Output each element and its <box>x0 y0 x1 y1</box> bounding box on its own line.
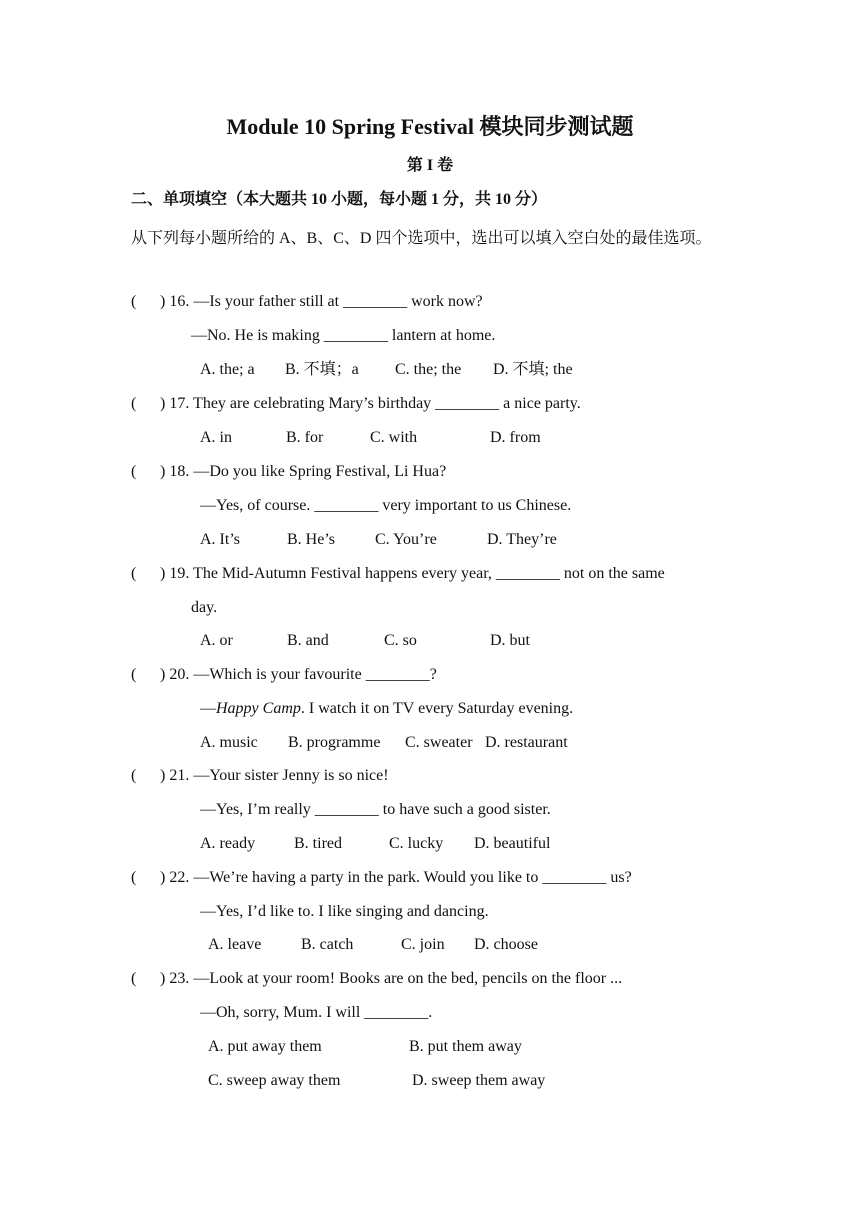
question-22-reply: —Yes, I’d like to. I like singing and dancing. <box>200 903 489 920</box>
question-18-option-a: A. It’s <box>200 531 240 548</box>
question-19-option-a: A. or <box>200 632 233 649</box>
question-22-option-c: C. join <box>401 936 445 953</box>
question-21-option-d: D. beautiful <box>474 835 551 852</box>
question-18-option-d: D. They’re <box>487 531 557 548</box>
answer-paren-22: ( <box>131 869 137 886</box>
question-17-option-c: C. with <box>370 429 418 446</box>
question-21-reply: —Yes, I’m really ________ to have such a good sister. <box>200 801 551 818</box>
question-18-option-c: C. You’re <box>375 531 437 548</box>
question-17-option-a: A. in <box>200 429 232 446</box>
question-19-option-d: D. but <box>490 632 530 649</box>
question-17-option-d: D. from <box>490 429 541 446</box>
question-23-stem: ) 23. —Look at your room! Books are on the bed, pencils on the floor ... <box>160 970 623 987</box>
question-16-reply: —No. He is making ________ lantern at home. <box>191 327 496 344</box>
reply-dash: — <box>200 700 216 717</box>
answer-paren-17: ( <box>131 395 137 412</box>
question-22-option-b: B. catch <box>301 936 354 953</box>
question-18-option-b: B. He’s <box>287 531 335 548</box>
answer-paren-23: ( <box>131 970 137 987</box>
volume-label: 第 I 卷 <box>406 157 454 174</box>
question-21-option-c: C. lucky <box>389 835 444 852</box>
question-22-option-d: D. choose <box>474 936 538 953</box>
question-16-option-d: D. 不填; the <box>493 361 573 378</box>
question-23-option-d: D. sweep them away <box>412 1072 546 1089</box>
question-17-option-b: B. for <box>286 429 324 446</box>
question-23-option-b: B. put them away <box>409 1038 522 1055</box>
question-23-option-c: C. sweep away them <box>208 1072 341 1089</box>
page-title: Module 10 Spring Festival 模块同步测试题 <box>226 114 634 139</box>
question-20-option-b: B. programme <box>288 734 381 751</box>
question-19-stem-continued: day. <box>191 599 218 616</box>
question-21-option-b: B. tired <box>294 835 342 852</box>
question-18-stem: ) 18. —Do you like Spring Festival, Li Hua? <box>160 463 447 480</box>
question-16-option-c: C. the; the <box>395 361 462 378</box>
answer-paren-19: ( <box>131 565 137 582</box>
question-19-option-b: B. and <box>287 632 329 649</box>
question-20-option-c: C. sweater <box>405 734 473 751</box>
answer-paren-16: ( <box>131 293 137 310</box>
question-20-option-a: A. music <box>200 734 258 751</box>
question-23-reply: —Oh, sorry, Mum. I will ________. <box>200 1004 433 1021</box>
question-19-option-c: C. so <box>384 632 417 649</box>
question-22-option-a: A. leave <box>208 936 262 953</box>
question-16-option-b: B. 不填；a <box>285 361 359 378</box>
answer-paren-18: ( <box>131 463 137 480</box>
question-23-option-a: A. put away them <box>208 1038 322 1055</box>
question-21-stem: ) 21. —Your sister Jenny is so nice! <box>160 767 389 784</box>
answer-paren-21: ( <box>131 767 137 784</box>
question-22-stem: ) 22. —We’re having a party in the park. Would you like to ________ us? <box>160 869 632 886</box>
question-19-stem: ) 19. The Mid-Autumn Festival happens every year, ________ not on the same <box>160 565 665 582</box>
question-18-reply: —Yes, of course. ________ very important to us Chinese. <box>200 497 572 514</box>
question-16-stem: ) 16. —Is your father still at ________ work now? <box>160 293 483 310</box>
question-16-option-a: A. the; a <box>200 361 255 378</box>
question-17-stem: ) 17. They are celebrating Mary’s birthday ________ a nice party. <box>160 395 581 412</box>
reply-rest: . I watch it on TV every Saturday evening. <box>300 700 574 717</box>
question-21-option-a: A. ready <box>200 835 256 852</box>
answer-paren-20: ( <box>131 666 137 683</box>
question-20-reply <box>200 698 573 720</box>
question-20-option-d: D. restaurant <box>485 734 568 751</box>
show-title: Happy Camp <box>216 700 301 717</box>
instructions: 从下列每小题所给的 A、B、C、D 四个选项中，选出可以填入空白处的最佳选项。 <box>131 230 712 247</box>
question-20-stem: ) 20. —Which is your favourite ________? <box>160 666 437 683</box>
section-heading: 二、单项填空（本大题共 10 小题，每小题 1 分，共 10 分） <box>131 191 548 208</box>
